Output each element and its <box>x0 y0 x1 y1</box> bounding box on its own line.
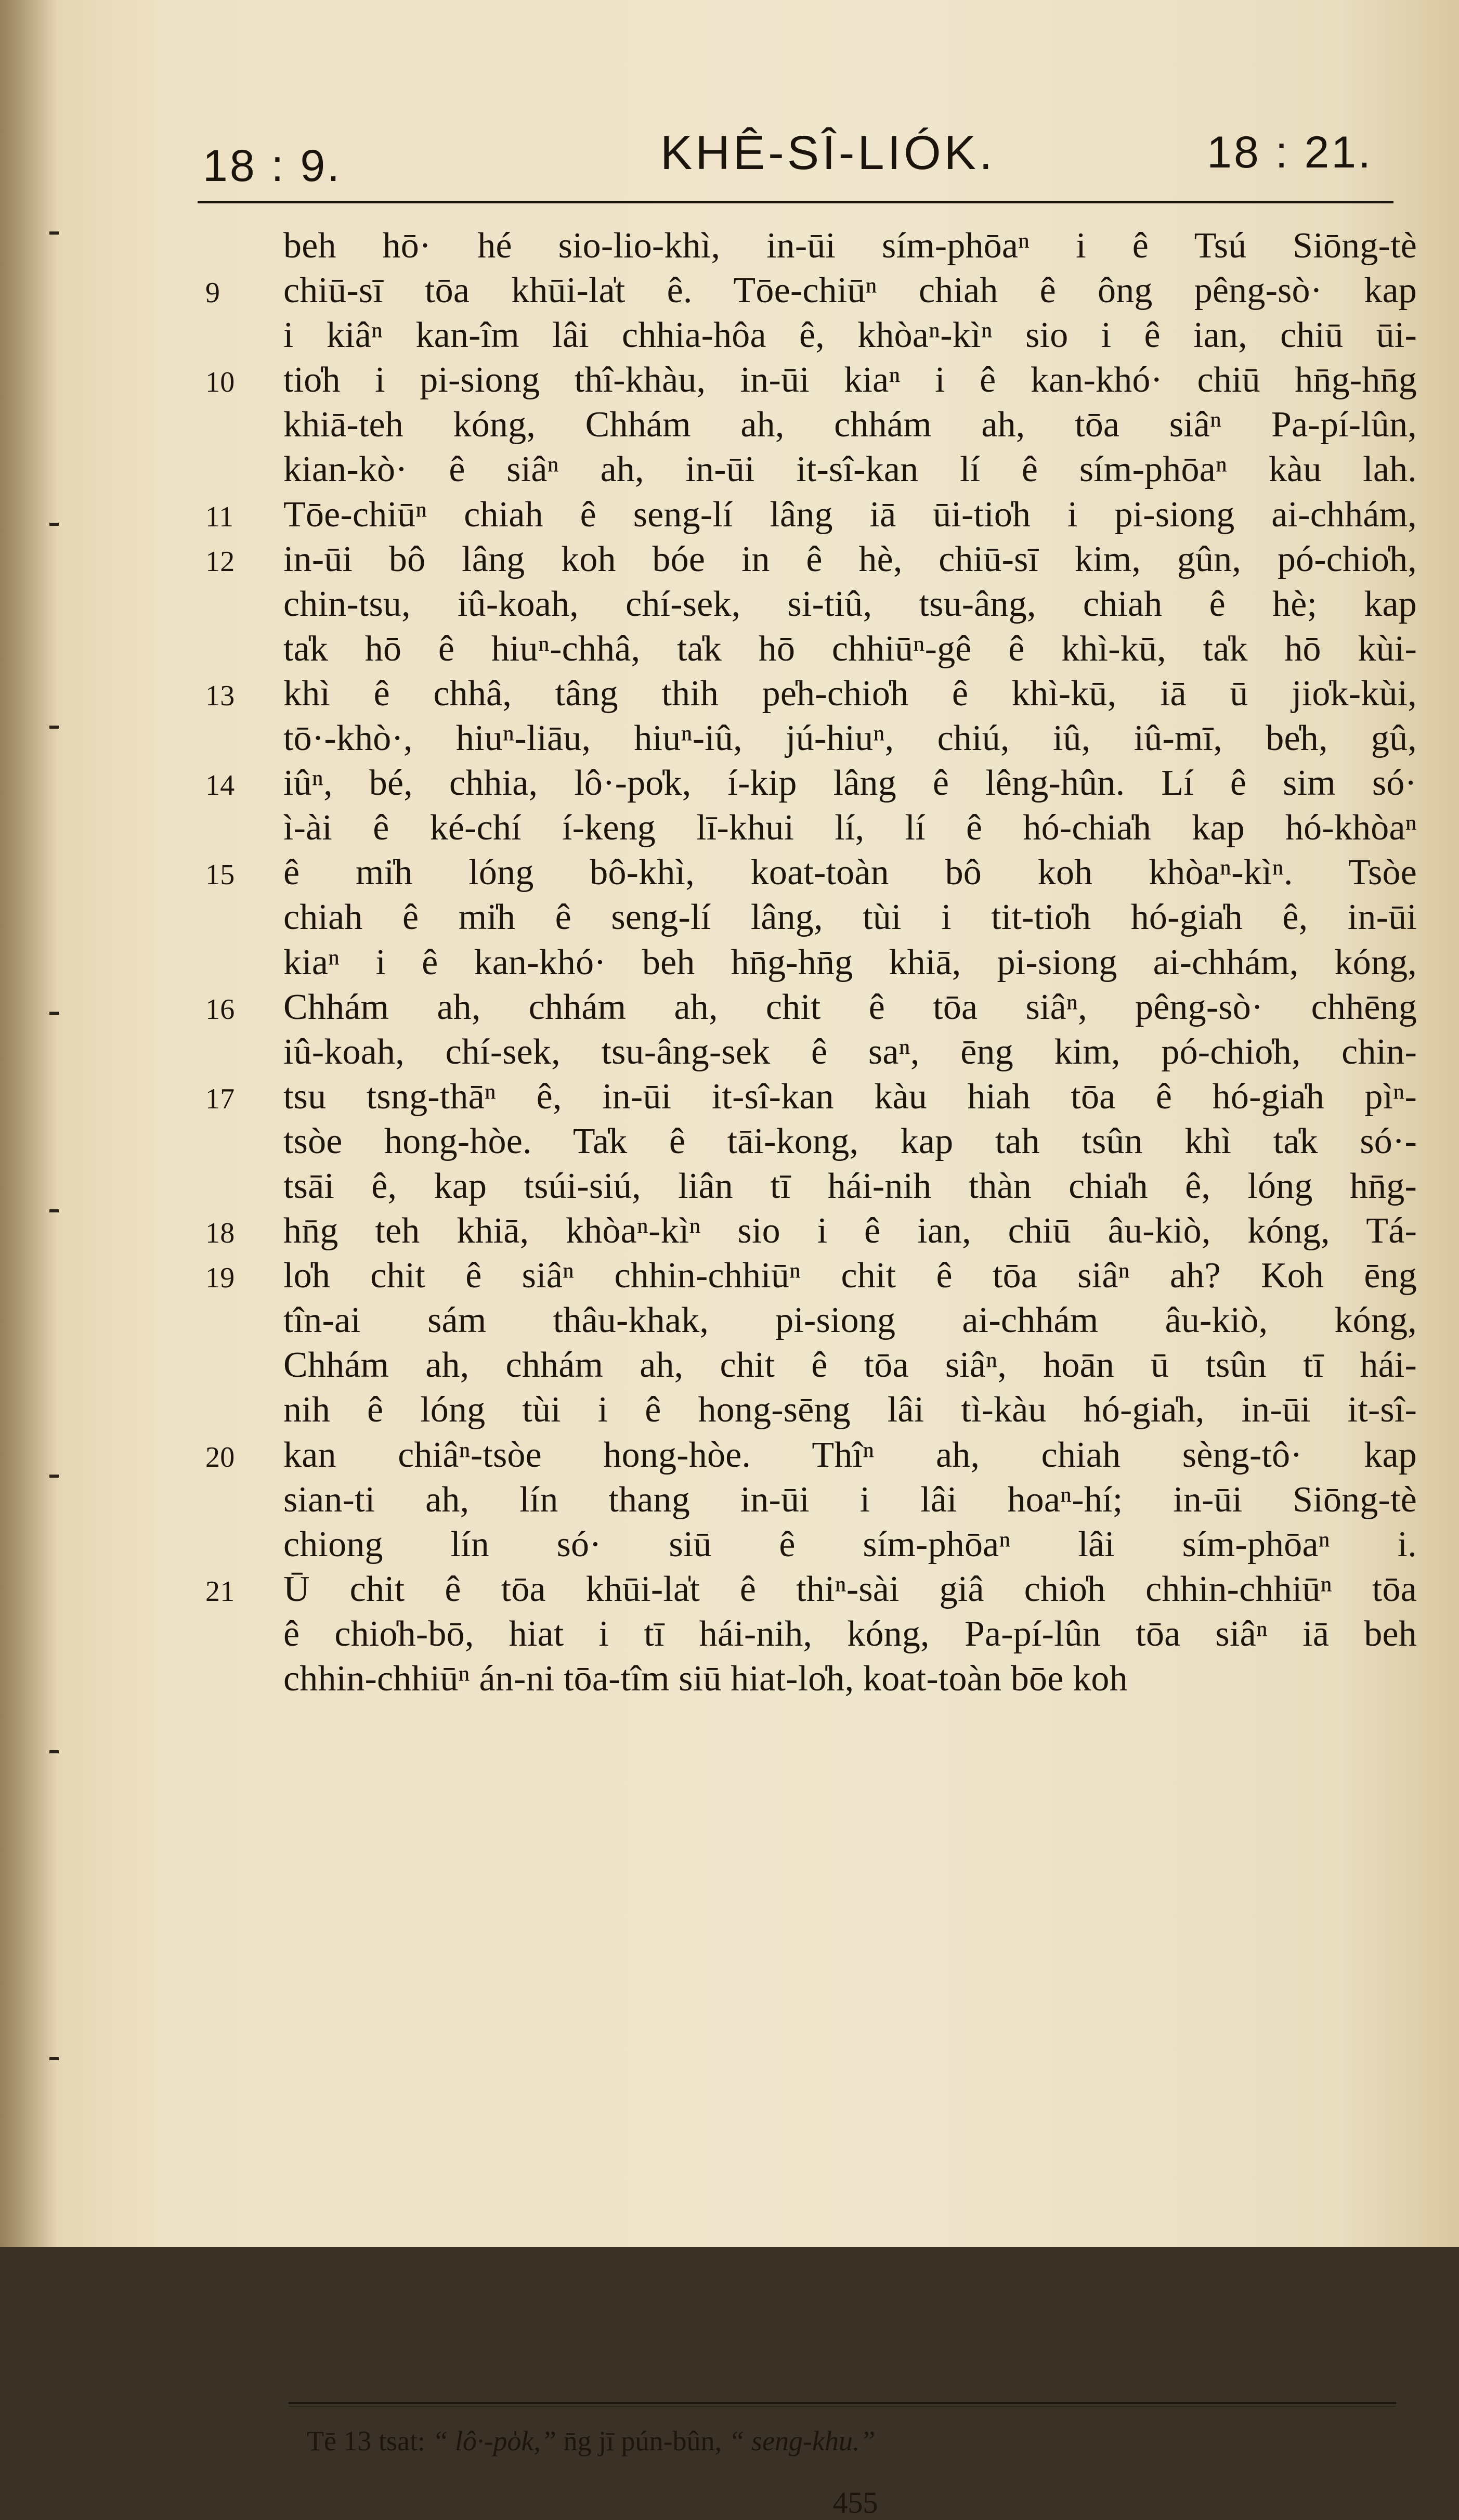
text-line <box>283 1119 1417 1164</box>
verse-number: 21 <box>205 1575 235 1608</box>
line-text: Ū chit ê tōa khūi-la̍t ê thiⁿ-sài giâ chio̍h chhin-chhiūⁿ tōa <box>283 1569 1417 1609</box>
line-text: i kiâⁿ kan-îm lâi chhia-hôa ê, khòaⁿ-kìⁿ sio i ê ian, chiū ūi- <box>283 315 1417 356</box>
line-text: tsu tsng-thāⁿ ê, in-ūi it-sî-kan kàu hiah tōa ê hó-gia̍h pìⁿ- <box>283 1076 1417 1117</box>
text-line <box>283 627 1417 671</box>
line-text: kan chiâⁿ-tsòe hong-hòe. Thîⁿ ah, chiah sèng-tô· kap <box>283 1435 1417 1475</box>
text-line <box>205 671 1417 716</box>
header-left-reference: 18 : 9. <box>203 141 342 191</box>
line-text: nih ê lóng tùi i ê hong-sēng lâi tì-kàu hó-gia̍h, in-ūi it-sî- <box>283 1390 1417 1430</box>
verse-number: 9 <box>205 277 220 309</box>
footnote-middle: n̄g jī pún-bûn, <box>556 2425 729 2457</box>
edge-tick <box>49 726 59 729</box>
line-text: chiū-sī tōa khūi-la̍t ê. Tōe-chiūⁿ chiah ê ông pêng-sò· kap <box>283 270 1417 311</box>
footnote-term-1: “ lô·-po̍k,” <box>432 2425 556 2457</box>
verse-number: 13 <box>205 679 235 712</box>
line-text: tsāi ê, kap tsúi-siú, liân tī hái-nih thàn chia̍h ê, lóng hn̄g- <box>283 1166 1417 1206</box>
text-line <box>283 716 1417 761</box>
text-line <box>283 895 1417 940</box>
text-line <box>205 1075 1417 1119</box>
running-header <box>203 120 1404 191</box>
text-line <box>205 1433 1417 1478</box>
text-line <box>205 493 1417 537</box>
text-line <box>283 1030 1417 1075</box>
edge-tick <box>49 1750 59 1753</box>
text-line <box>283 1657 1417 1701</box>
edge-tick <box>49 523 59 526</box>
line-text: beh hō· hé sio-lio-khì, in-ūi sím-phōaⁿ i ê Tsú Siōng-tè <box>283 226 1417 266</box>
line-text: chhin-chhiūⁿ án-ni tōa-tîm siū hiat-lo̍h, koat-toàn bōe koh <box>283 1659 1128 1699</box>
edge-tick <box>49 1209 59 1212</box>
line-text: lo̍h chit ê siâⁿ chhin-chhiūⁿ chit ê tōa siâⁿ ah? Koh ēng <box>283 1256 1417 1296</box>
line-text: Tōe-chiūⁿ chiah ê seng-lí lâng iā ūi-tio̍h i pi-siong ai-chhám, <box>283 494 1417 535</box>
text-line <box>205 268 1417 313</box>
line-text: khì ê chhâ, tâng thih pe̍h-chio̍h ê khì-kū, iā ū jio̍k-kùi, <box>283 673 1417 714</box>
text-line <box>283 582 1417 627</box>
header-rule <box>198 201 1393 203</box>
text-line <box>283 1164 1417 1209</box>
text-line <box>205 1567 1417 1612</box>
footnote-rule-thin <box>289 2406 1396 2407</box>
footnote-prefix: Tē 13 tsat: <box>307 2425 433 2457</box>
verse-number: 17 <box>205 1082 235 1115</box>
line-text: tio̍h i pi-siong thî-khàu, in-ūi kiaⁿ i ê kan-khó· chiū hn̄g-hn̄g <box>283 360 1417 400</box>
verse-number: 19 <box>205 1262 235 1295</box>
line-text: khiā-teh kóng, Chhám ah, chhám ah, tōa siâⁿ Pa-pí-lûn, <box>283 405 1417 445</box>
text-line <box>205 537 1417 582</box>
line-text: chiong lín só· siū ê sím-phōaⁿ lâi sím-phōaⁿ i. <box>283 1524 1417 1565</box>
line-text: tsòe hong-hòe. Ta̍k ê tāi-kong, kap tah tsûn khì ta̍k só·- <box>283 1121 1417 1161</box>
edge-tick <box>49 1012 59 1015</box>
verse-number: 15 <box>205 859 235 891</box>
edge-tick <box>49 1475 59 1478</box>
text-line <box>283 806 1417 850</box>
line-text: ta̍k hō ê hiuⁿ-chhâ, ta̍k hō chhiūⁿ-gê ê khì-kū, ta̍k hō kùi- <box>283 628 1417 669</box>
line-text: Chhám ah, chhám ah, chit ê tōa siâⁿ, hoān ū tsûn tī hái- <box>283 1345 1417 1386</box>
line-text: ì-ài ê ké-chí í-keng lī-khui lí, lí ê hó-chia̍h kap hó-khòaⁿ <box>283 808 1417 848</box>
line-text: hn̄g teh khiā, khòaⁿ-kìⁿ sio i ê ian, chiū âu-kiò, kóng, Tá- <box>283 1211 1417 1251</box>
text-line <box>283 1612 1417 1657</box>
text-line <box>205 761 1417 806</box>
text-line <box>205 1253 1417 1298</box>
line-text: chin-tsu, iû-koah, chí-sek, si-tiû, tsu-âng, chiah ê hè; kap <box>283 584 1417 624</box>
text-line <box>205 358 1417 403</box>
line-text: in-ūi bô lâng koh bóe in ê hè, chiū-sī kim, gûn, pó-chio̍h, <box>283 539 1417 579</box>
text-line <box>283 447 1417 492</box>
footnote-rule <box>289 2402 1396 2404</box>
edge-tick <box>49 2057 59 2060</box>
text-line <box>283 1388 1417 1432</box>
text-line <box>283 940 1417 985</box>
line-text: iû-koah, chí-sek, tsu-âng-sek ê saⁿ, ēng kim, pó-chio̍h, chin- <box>283 1031 1417 1072</box>
line-text: tîn-ai sám thâu-khak, pi-siong ai-chhám âu-kiò, kóng, <box>283 1300 1417 1341</box>
footnote-term-2: “ seng-khu.” <box>728 2425 876 2457</box>
text-line <box>283 1522 1417 1567</box>
line-text: chiah ê mi̍h ê seng-lí lâng, tùi i tit-tio̍h hó-gia̍h ê, in-ūi <box>283 897 1417 938</box>
verse-number: 20 <box>205 1441 235 1474</box>
footnote <box>307 2425 1347 2457</box>
line-text: sian-ti ah, lín thang in-ūi i lâi hoaⁿ-hí; in-ūi Siōng-tè <box>283 1479 1417 1520</box>
verse-number: 10 <box>205 366 235 399</box>
line-text: tō·-khò·, hiuⁿ-liāu, hiuⁿ-iû, jú-hiuⁿ, chiú, iû, iû-mī, be̍h, gû, <box>283 718 1417 759</box>
line-text: iûⁿ, bé, chhia, lô·-po̍k, í-kip lâng ê lêng-hûn. Lí ê sim só· <box>283 763 1417 804</box>
text-line <box>283 1343 1417 1388</box>
verse-number: 11 <box>205 500 234 533</box>
book-title: KHÊ-SÎ-LIÓK. <box>660 126 996 179</box>
gutter-shadow <box>0 0 57 2247</box>
verse-number: 12 <box>205 545 235 578</box>
line-text: ê chio̍h-bō, hiat i tī hái-nih, kóng, Pa-pí-lûn tōa siâⁿ iā beh <box>283 1613 1417 1654</box>
header-right-reference: 18 : 21. <box>1207 127 1373 177</box>
line-text: kian-kò· ê siâⁿ ah, in-ūi it-sî-kan lí ê sím-phōaⁿ kàu lah. <box>283 449 1417 490</box>
text-line <box>283 224 1417 268</box>
scripture-text <box>205 224 1417 1701</box>
line-text: ê mi̍h lóng bô-khì, koat-toàn bô koh khòaⁿ-kìⁿ. Tsòe <box>283 852 1417 893</box>
text-line <box>205 850 1417 895</box>
text-line <box>283 313 1417 358</box>
text-line <box>205 985 1417 1030</box>
edge-tick <box>49 231 59 235</box>
verse-number: 16 <box>205 993 235 1026</box>
line-text: Chhám ah, chhám ah, chit ê tōa siâⁿ, pêng-sò· chhēng <box>283 987 1417 1027</box>
text-line <box>283 1298 1417 1343</box>
verse-number: 14 <box>205 769 235 802</box>
page-number: 455 <box>832 2486 878 2519</box>
verse-number: 18 <box>205 1217 235 1250</box>
text-line <box>283 1478 1417 1522</box>
text-line <box>283 403 1417 447</box>
line-text: kiaⁿ i ê kan-khó· beh hn̄g-hn̄g khiā, pi-siong ai-chhám, kóng, <box>283 942 1417 983</box>
text-line <box>205 1209 1417 1253</box>
